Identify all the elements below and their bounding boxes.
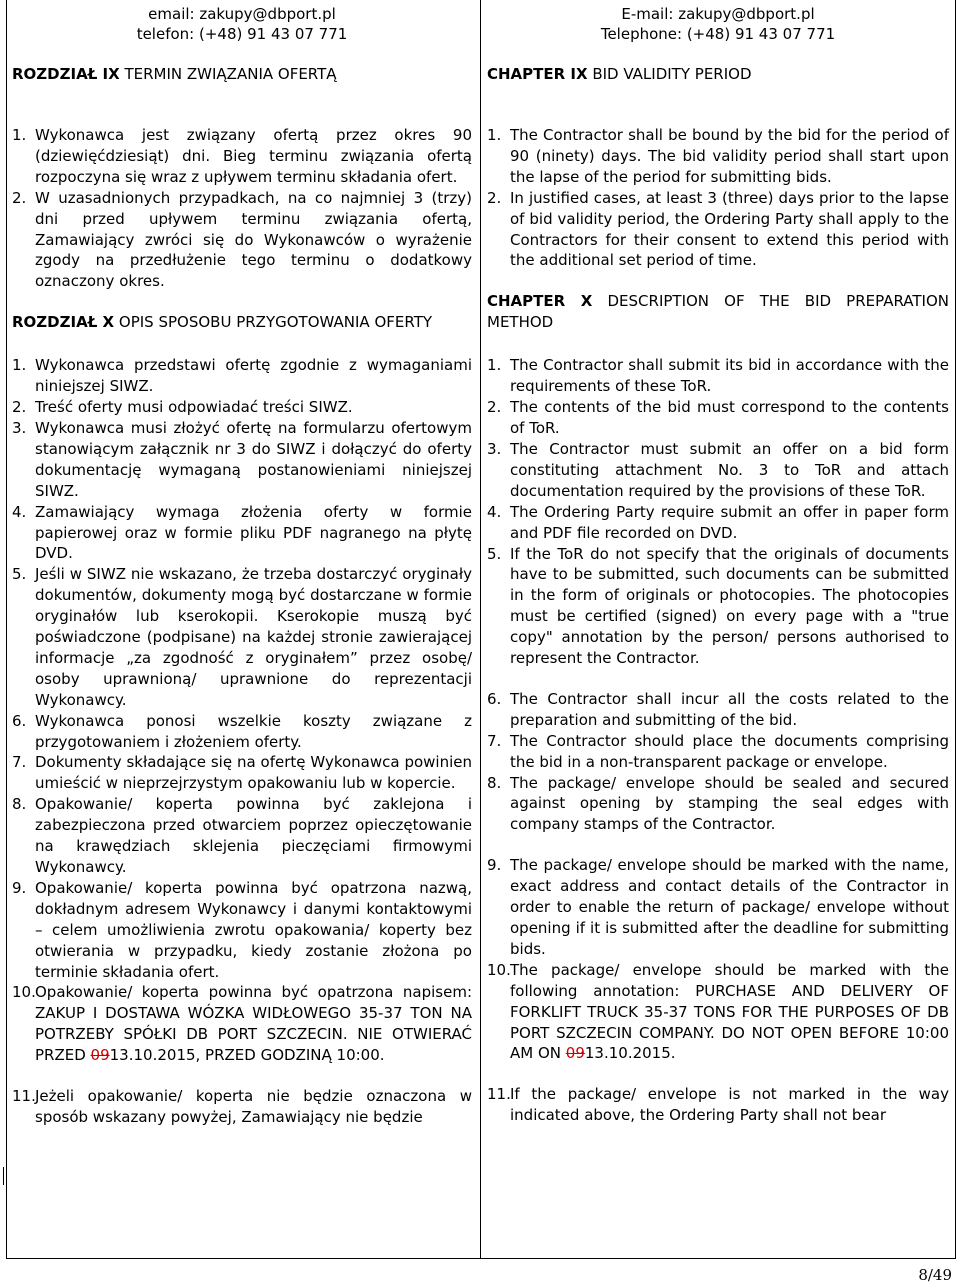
item-number: 4. (487, 502, 502, 521)
item-text: Jeżeli opakowanie/ koperta nie będzie oznaczona w sposób wskazany powyżej, Zamawiający nie będzie (35, 1087, 472, 1126)
chapter-10-list (487, 355, 949, 1126)
item-text: Wykonawca przedstawi ofertę zgodnie z wymaganiami niniejszej SIWZ. (35, 356, 472, 396)
item-number: 2. (12, 398, 27, 417)
item-number: 10. (12, 983, 36, 1002)
item-text: If the ToR do not specify that the originals of documents have to be submitted, such documents can be submitted in the form of originals or photocopies. The photocopies must be certified (signed) on every page with a "true copy" annotation by the person/ persons authorised to represent the Contractor. (510, 544, 949, 668)
contact-block (487, 4, 949, 44)
item-number: 3. (487, 439, 502, 458)
item-number: 3. (12, 418, 27, 437)
list-item (487, 439, 949, 502)
list-item (12, 794, 472, 878)
list-item (12, 355, 472, 397)
item-text: The package/ envelope should be marked with the name, exact address and contact details of the Contractor in order to enable the return of package/ envelope without opening if it is submitted after the deadline for submitting bids. (510, 856, 949, 958)
list-item (487, 188, 949, 272)
item-text: The contents of the bid must correspond to the contents of ToR. (510, 398, 949, 438)
list-item (12, 188, 472, 293)
item-text-after: 13.10.2015. (584, 1044, 676, 1063)
item-text: Treść oferty musi odpowiadać treści SIWZ. (35, 398, 353, 417)
list-item (487, 397, 949, 439)
contact-block (12, 4, 472, 44)
chapter-9-list (487, 125, 949, 271)
item-number: 1. (12, 356, 27, 375)
item-number: 10. (487, 960, 511, 979)
chapter-9-heading (487, 64, 949, 85)
item-text: If the package/ envelope is not marked in the way indicated above, the Ordering Party shall not bear (510, 1085, 949, 1125)
polish-column (12, 0, 472, 1128)
item-number: 5. (487, 544, 502, 563)
chapter-prefix: ROZDZIAŁ IX (12, 65, 120, 83)
list-item (487, 544, 949, 669)
item-number: 6. (487, 689, 502, 708)
item-number: 4. (12, 502, 27, 521)
item-number: 5. (12, 565, 27, 584)
item-text: The Contractor shall incur all the costs related to the preparation and submitting of the bid. (510, 689, 949, 729)
item-number: 2. (487, 398, 502, 417)
list-item (12, 711, 472, 753)
column-divider (480, 0, 481, 1259)
item-text: The package/ envelope should be sealed and secured against opening by stamping the seal edges with company stamps of the Contractor. (510, 773, 949, 834)
item-text: Jeśli w SIWZ nie wskazano, że trzeba dostarczyć oryginały dokumentów, dokumenty mogą być dostarczane w formie oryginałów lub kserokopii. Kserokopie muszą być poświadczone (podpisane) na każdej stronie zawierającej informacje „za zgodność z oryginałem” przez osobę/ osoby uprawnioną/ uprawnione do reprezentacji Wykonawcy. (35, 565, 472, 709)
item-number: 1. (487, 126, 502, 144)
item-text: W uzasadnionych przypadkach, na co najmniej 3 (trzy) dni przed upływem terminu związania ofertą, Zamawiający zwróci się do Wykonawców o wyrażenie zgody na przedłużenie tego terminu o dodatkowy oznaczony okres. (35, 188, 472, 291)
list-item (487, 502, 949, 544)
item-text: Zamawiający wymaga złożenia oferty w formie papierowej oraz w formie pliku PDF nagranego na płytę DVD. (35, 502, 472, 563)
item-number: 1. (487, 356, 502, 375)
item-text: The Ordering Party require submit an offer in paper form and PDF file recorded on DVD. (510, 502, 949, 542)
contact-phone: Telephone: (+48) 91 43 07 771 (600, 25, 836, 43)
item-number: 8. (487, 773, 502, 792)
item-text: Wykonawca jest związany ofertą przez okres 90 (dziewięćdziesiąt) dni. Bieg terminu związania ofertą rozpoczyna się wraz z upływem terminu składania ofert. (35, 126, 472, 186)
list-item (12, 878, 472, 983)
chapter-prefix: ROZDZIAŁ X (12, 313, 115, 332)
chapter-10-heading (12, 312, 472, 333)
item-number: 9. (487, 856, 502, 875)
item-text: Opakowanie/ koperta powinna być opatrzona nazwą, dokładnym adresem Wykonawcy i danymi kontaktowymi – celem umożliwienia zwrotu opakowania/ koperty bez otwierania w przypadku, kiedy zostanie złożona po terminie składania ofert. (35, 878, 472, 981)
struck-text: 09 (90, 1046, 110, 1065)
list-item (12, 982, 472, 1066)
chapter-title: TERMIN ZWIĄZANIA OFERTĄ (119, 65, 337, 83)
item-number: 11. (12, 1087, 36, 1106)
item-text: The package/ envelope should be marked with the following annotation: PURCHASE AND DELIVERY OF FORKLIFT TRUCK 35-37 TONS FOR THE PURPOSES OF DB PORT SZCZECIN COMPANY. DO NOT OPEN BEFORE 10:00 AM ON (510, 960, 949, 1063)
list-item (487, 773, 949, 836)
item-number: 1. (12, 126, 27, 144)
chapter-title: BID VALIDITY PERIOD (587, 65, 752, 83)
contact-email: email: zakupy@dbport.pl (148, 5, 336, 23)
item-text: Wykonawca musi złożyć ofertę na formularzu ofertowym stanowiącym załącznik nr 3 do SIWZ i dołączyć do oferty dokumentację wymaganą postanowieniami niniejszej SIWZ. (35, 418, 472, 500)
list-item (12, 397, 472, 418)
list-item (487, 125, 949, 188)
chapter-9-list (12, 125, 472, 292)
page-number: 8/49 (918, 1266, 952, 1284)
item-number: 6. (12, 711, 27, 730)
english-column (487, 0, 949, 1126)
chapter-title: DESCRIPTION OF THE BID PREPARATION METHOD (487, 292, 949, 332)
item-text: The Contractor shall be bound by the bid for the period of 90 (ninety) days. The bid validity period shall start upon the lapse of the period for submitting bids. (510, 126, 949, 186)
list-item (487, 731, 949, 773)
list-item (12, 502, 472, 565)
chapter-prefix: CHAPTER X (487, 292, 593, 311)
margin-mark (3, 1167, 4, 1185)
item-text: Wykonawca ponosi wszelkie koszty związane z przygotowaniem i złożeniem oferty. (35, 711, 472, 751)
list-item (487, 689, 949, 731)
chapter-prefix: CHAPTER IX (487, 65, 588, 83)
chapter-10-heading (487, 291, 949, 333)
list-item (487, 960, 949, 1065)
list-item (487, 1084, 949, 1126)
item-number: 7. (487, 731, 502, 750)
list-item (12, 752, 472, 794)
contact-phone: telefon: (+48) 91 43 07 771 (136, 25, 348, 43)
list-item (12, 1086, 472, 1128)
item-text: Opakowanie/ koperta powinna być opatrzona napisem: ZAKUP I DOSTAWA WÓZKA WIDŁOWEGO 35-37 TON NA POTRZEBY SPÓŁKI DB PORT SZCZECIN. NIE OTWIERAĆ PRZED (35, 983, 472, 1065)
item-text-after: 13.10.2015, PRZED GODZINĄ 10:00. (109, 1046, 385, 1065)
item-number: 8. (12, 795, 27, 814)
item-text: The Contractor shall submit its bid in accordance with the requirements of these ToR. (510, 356, 949, 396)
item-text: In justified cases, at least 3 (three) days prior to the lapse of bid validity period, the Ordering Party shall apply to the Contractors for their consent to extend this period with the additional set period of time. (510, 188, 949, 270)
item-number: 2. (487, 188, 502, 207)
item-text: Opakowanie/ koperta powinna być zaklejona i zabezpieczona przed otwarciem poprzez opieczętowanie na krawędziach sklejenia pieczęciami firmowymi Wykonawcy. (35, 795, 472, 876)
item-text: The Contractor should place the documents comprising the bid in a non-transparent package or envelope. (510, 731, 949, 771)
contact-email: E-mail: zakupy@dbport.pl (621, 5, 815, 23)
item-number: 11. (487, 1085, 511, 1104)
chapter-title: OPIS SPOSOBU PRZYGOTOWANIA OFERTY (114, 313, 433, 332)
list-item (12, 564, 472, 710)
struck-text: 09 (565, 1044, 585, 1063)
chapter-10-list (12, 355, 472, 1128)
list-item (12, 418, 472, 502)
item-number: 9. (12, 878, 27, 897)
item-number: 2. (12, 188, 27, 207)
chapter-9-heading (12, 64, 472, 85)
item-number: 7. (12, 753, 27, 772)
list-item (487, 355, 949, 397)
item-text: Dokumenty składające się na ofertę Wykonawca powinien umieścić w nieprzejrzystym opakowaniu lub w kopercie. (35, 753, 472, 793)
list-item (487, 855, 949, 960)
item-text: The Contractor must submit an offer on a bid form constituting attachment No. 3 to ToR and attach documentation required by the provisions of these ToR. (510, 439, 949, 500)
list-item (12, 125, 472, 188)
